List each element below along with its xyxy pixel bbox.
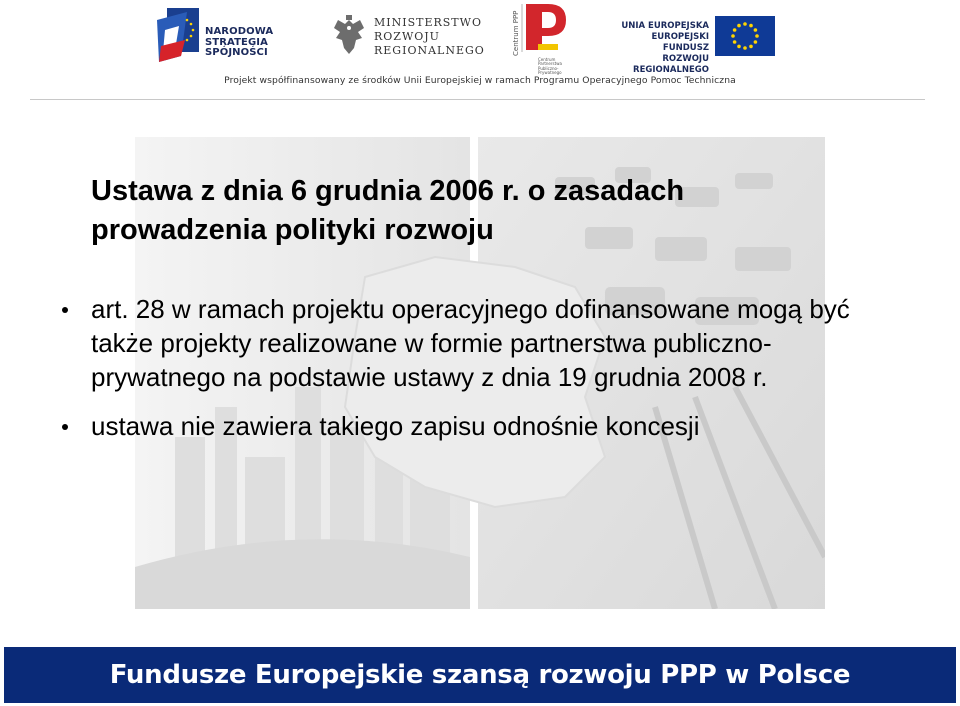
ppp-emblem-icon xyxy=(508,2,578,58)
nss-emblem-icon xyxy=(157,6,203,64)
bullet-list xyxy=(60,292,900,443)
eu-flag-icon xyxy=(715,16,775,56)
eu-line3: ROZWOJU REGIONALNEGO xyxy=(633,53,709,75)
eu-logo xyxy=(611,14,776,75)
bullet-item xyxy=(60,292,900,394)
slide-title xyxy=(91,172,791,250)
ministry-line1: MINISTERSTWO xyxy=(374,16,482,29)
footer-slogan: Fundusze Europejskie szansą rozwoju PPP w Polsce xyxy=(109,660,851,690)
nss-logo xyxy=(157,6,302,64)
eu-line1: UNIA EUROPEJSKA xyxy=(621,21,709,31)
nss-line2: STRATEGIA SPÓJNOŚCI xyxy=(205,36,268,58)
slide-title-line2: prowadzenia polityki rozwoju xyxy=(91,214,494,246)
bullet-dot-icon xyxy=(62,307,68,313)
bullet-text: ustawa nie zawiera takiego zapisu odnośnie koncesji xyxy=(91,411,700,441)
eu-line2: EUROPEJSKI FUNDUSZ xyxy=(651,31,709,53)
ministry-line3: REGIONALNEGO xyxy=(374,43,485,57)
header-divider xyxy=(30,99,925,100)
footer-banner xyxy=(4,647,956,703)
ministry-line2: ROZWOJU xyxy=(374,29,440,43)
bullet-text: art. 28 w ramach projektu operacyjnego dofinansowane mogą być także projekty realizowane w formie partnerstwa publiczno-prywatnego na podstawie ustawy z dnia 19 grudnia 2008 r. xyxy=(91,294,850,392)
bullet-dot-icon xyxy=(62,424,68,430)
logo-bar xyxy=(0,0,960,100)
centrum-ppp-logo xyxy=(508,2,578,76)
cofinancing-note: Projekt współfinansowany ze środków Unii Europejskiej w ramach Programu Operacyjnego Pomoc Techniczna xyxy=(224,75,736,86)
slide-title-line1: Ustawa z dnia 6 grudnia 2006 r. o zasadach xyxy=(91,175,685,207)
ppp-subtitle: Centrum Partnerstwa Publiczno-Prywatnego xyxy=(538,57,562,76)
ministry-logo xyxy=(330,10,485,60)
bullet-item xyxy=(60,409,900,443)
ppp-vertical-label: Centrum PPP xyxy=(512,10,520,56)
eagle-emblem-icon xyxy=(330,14,368,58)
nss-line1: NARODOWA xyxy=(205,26,274,37)
